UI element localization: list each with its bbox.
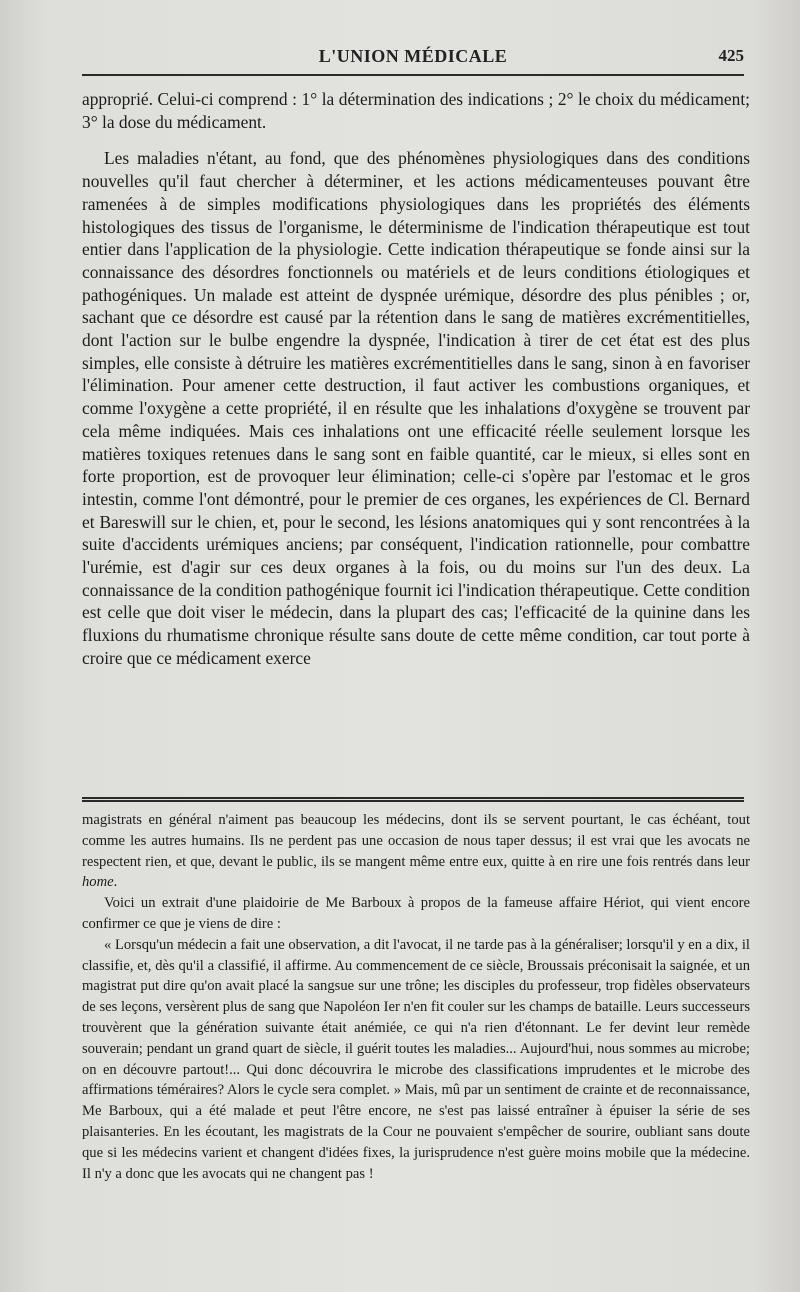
footnote-text-end: . (113, 874, 118, 891)
running-title: L'UNION MÉDICALE (318, 46, 508, 66)
footnote-separator (82, 797, 744, 802)
main-text (82, 88, 750, 670)
footnote-paragraph-2: Voici un extrait d'une plaidoirie de Me Barboux à propos de la fameuse affaire Hériot, qui vient encore confirmer ce que je viens de dire : (82, 895, 750, 932)
footnotes (82, 810, 750, 1184)
footnote-paragraph-3: « Lorsqu'un médecin a fait une observation, a dit l'avocat, il ne tarde pas à la généraliser; lorsqu'il y en a dix, il classifie, et, dès qu'il a classifié, il affirme. Au commencement de ce siècle, Broussais préconisait la saignée, et un magistrat put dire qu'on avait placé la sangsue sur une trône; les disciples du professeur, trop fidèles observateurs de ses leçons, versèrent plus de sang que Napoléon Ier n'en fit couler sur les champs de bataille. Leurs successeurs trouvèrent que la génération suivante était anémiée, ce qui n'a rien d'étonnant. Le fer devint leur remède souverain; pendant un grand quart de siècle, il guérit toutes les maladies... Aujourd'hui, nous sommes au microbe; on en découvre partout!... Qui donc découvrira le microbe des classifications imprudentes et le microbe des affirmations téméraires? Alors le cycle sera complet. » Mais, mû par un sentiment de crainte et de reconnaissance, Me Barboux, qui a été malade et peut l'être encore, ne s'est pas laissé entraîner à épuiser la série de ses plaisanteries. En les écoutant, les magistrats de la Cour ne pouvaient s'empêcher de sourire, oubliant sans doute que si les médecins varient et changent d'idées fixes, la jurisprudence n'est guère moins mobile que la médecine. Il n'y a donc que les avocats qui ne changent pas ! (82, 936, 750, 1182)
paragraph-2: Les maladies n'étant, au fond, que des phénomènes physiologiques dans des conditions nouvelles qu'il faut chercher à déterminer, et les actions médicamenteuses pouvant être ramenées à de simples modifications physiologiques dans les propriétés des éléments histologiques des tissus de l'organisme, le déterminisme de l'indication thérapeutique est tout entier dans l'application de la physiologie. Cette indication thérapeutique se fonde ainsi sur la connaissance des désordres fonctionnels ou matériels et de leurs conditions étiologiques et pathogéniques. Un malade est atteint de dyspnée urémique, désordre des plus pénibles ; or, sachant que ce désordre est causé par la rétention dans le sang de matières excrémentitielles, dont l'action sur le bulbe engendre la dyspnée, l'indication à tirer de cet état est des plus simples, elle consiste à détruire les matières excrémentitielles dans le sang, sinon à en favoriser l'élimination. Pour amener cette destruction, il faut activer les combustions organiques, et comme l'oxygène a cette propriété, il en résulte que les inhalations d'oxygène se trouvent par cela même indiquées. Mais ces inhalations ont une efficacité réelle seulement lorsque les matières toxiques retenues dans le sang sont en faible quantité, car le mieux, si elles sont en forte proportion, est de provoquer leur élimination; celle-ci s'opère par l'estomac et le gros intestin, comme l'ont démontré, pour le premier de ces organes, les expériences de Cl. Bernard et Bareswill sur le chien, et, pour le second, les lésions anatomiques qui y sont rencontrées à la suite d'accidents urémiques anciens; par conséquent, l'indication rationnelle, pour combattre l'urémie, est d'agir sur ces deux organes à la fois, ou du moins sur l'un des deux. La connaissance de la condition pathogénique fournit ici l'indication thérapeutique. Cette condition est celle que doit viser le médecin, dans la plupart des cas; l'efficacité de la quinine dans les fluxions du rhumatisme chronique résulte sans doute de cette même condition, car tout porte à croire que ce médicament exerce (82, 148, 750, 668)
page-header (82, 46, 744, 70)
footnote-paragraph-1 (82, 810, 750, 893)
footnote-italic-word: home (82, 874, 114, 891)
page-number: 425 (718, 46, 744, 65)
footnote-text: magistrats en général n'aiment pas beaucoup les médecins, dont ils se servent pourtant, le cas échéant, tout comme les autres humains. Ils ne perdent pas une occasion de nous taper dessus; il est vrai que les avocats ne respectent rien, et que, devant le public, ils se mangent même entre eux, quitte à en rire une fois rentrés dans leur (82, 812, 750, 870)
header-rule (82, 74, 744, 76)
paragraph-1: approprié. Celui-ci comprend : 1° la détermination des indications ; 2° le choix du médicament; 3° la dose du médicament. (82, 89, 750, 132)
